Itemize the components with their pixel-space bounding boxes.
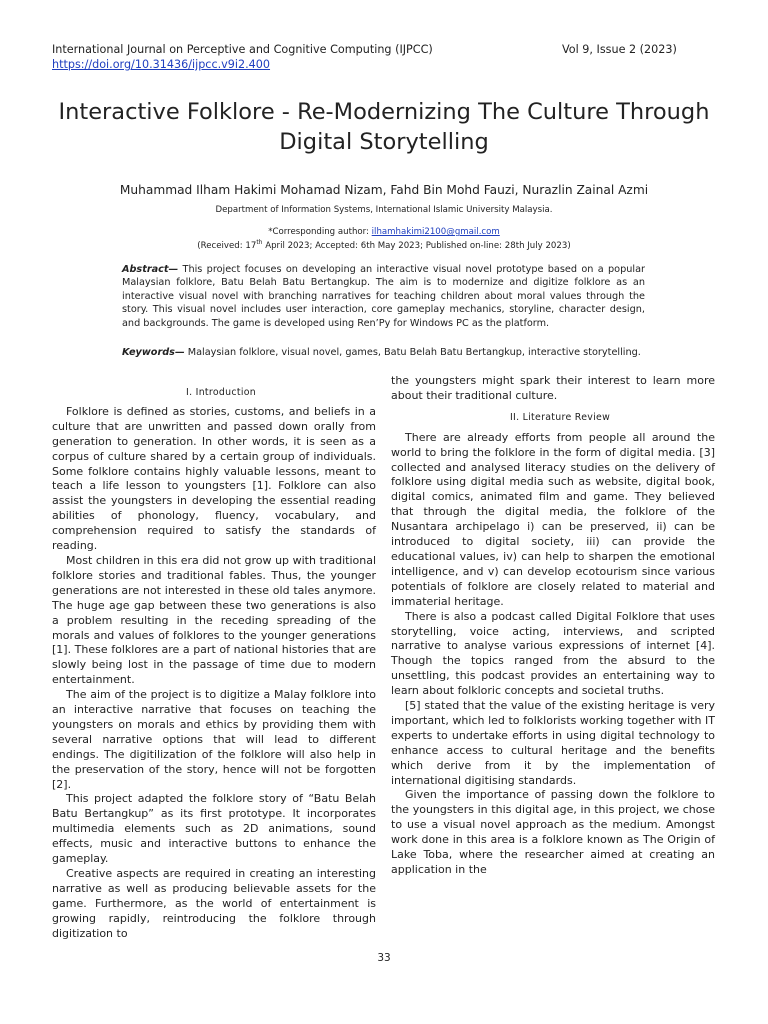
received-superscript: th <box>256 239 263 246</box>
abstract-label: Abstract— <box>122 264 179 275</box>
section-heading-introduction: I. Introduction <box>186 387 256 398</box>
paragraph: Most children in this era did not grow up with traditional folklore stories and traditional fables. Thus, the younger generations are not interested in these old tales anymore. The huge age gap between these two generations is also a problem resulting in the receding spreading of the morals and values of folklores to the younger generations [1]. These folklores are a part of national histories that are slowly being lost in the passage of time due to modern entertainment. <box>52 553 376 687</box>
received-prefix: (Received: 17 <box>197 240 257 251</box>
right-column <box>391 374 715 878</box>
dates-rest: April 2023; Accepted: 6th May 2023; Published on-line: 28th July 2023) <box>262 240 571 251</box>
paragraph: Creative aspects are required in creating an interesting narrative as well as producing believable assets for the game. Furthermore, as the world of entertainment is growing rapidly, reintroducing the folklore through digitization to <box>52 867 376 940</box>
keywords <box>122 347 662 358</box>
paper-title: Interactive Folklore - Re-Modernizing The Culture Through Digital Storytelling <box>58 99 710 155</box>
abstract-text: This project focuses on developing an interactive visual novel prototype based on a popular Malaysian folklore, Batu Belah Batu Bertangkup. The aim is to modernize and digitize folklore as an interactive visual novel with branching narratives for teaching children about moral values through the story. This visual novel includes user interaction, core gameplay mechanics, storyline, character design, and backgrounds. The game is developed using Ren’Py for Windows PC as the platform. <box>122 264 645 329</box>
corresponding-author <box>40 227 728 237</box>
affiliation: Department of Information Systems, International Islamic University Malaysia. <box>215 205 553 215</box>
journal-name: International Journal on Perceptive and Cognitive Computing (IJPCC) <box>52 43 433 56</box>
paragraph: There are already efforts from people all around the world to bring the folklore in the form of digital media. [3] collected and analysed literacy studies on the delivery of folklore using digital media such as website, digital book, digital comics, animated film and game. They believed that through the digital media, the folklore of the Nusantara archipelago i) can be preserved, ii) can be introduced to digital society, iii) can provide the educational values, iv) can help to sharpen the emotional intelligence, and v) can develop ecotourism since various potentials of folklore are closely related to material and immaterial heritage. <box>391 430 715 608</box>
section-heading-literature-review: II. Literature Review <box>509 411 611 423</box>
page-number: 33 <box>377 952 391 964</box>
paragraph-continuation: the youngsters might spark their interest to learn more about their traditional culture. <box>391 374 715 402</box>
paragraph: This project adapted the folklore story of “Batu Belah Batu Bertangkup” as its first prototype. It incorporates multimedia elements such as 2D animations, sound effects, music and interactive buttons to enhance the gameplay. <box>52 792 376 866</box>
keywords-text: Malaysian folklore, visual novel, games, Batu Belah Batu Bertangkup, interactive storytelling. <box>184 347 641 358</box>
paragraph: The aim of the project is to digitize a Malay folklore into an interactive narrative that focuses on teaching the youngsters on morals and ethics by providing them with several narrative options that will lead to different endings. The digitilization of the folklore will also help in the preservation of the story, hence will not be forgotten [2]. <box>52 688 376 791</box>
corresponding-label: *Corresponding author: <box>268 227 372 237</box>
author-list: Muhammad Ilham Hakimi Mohamad Nizam, Fahd Bin Mohd Fauzi, Nurazlin Zainal Azmi <box>119 183 649 197</box>
volume-issue: Vol 9, Issue 2 (2023) <box>562 43 677 56</box>
paragraph: Given the importance of passing down the folklore to the youngsters in this digital age, in this project, we chose to use a visual novel approach as the medium. Amongst work done in this area is a folklore known as The Origin of Lake Toba, where the researcher aimed at creating an application in the <box>391 788 715 876</box>
left-column <box>52 386 376 942</box>
keywords-label: Keywords— <box>122 347 185 358</box>
email-link[interactable]: ilhamhakimi2100@gmail.com <box>371 227 500 237</box>
paragraph: [5] stated that the value of the existing heritage is very important, which led to folklorists working together with IT experts to undertake efforts in using digital technology to enhance access to cultural heritage and the benefits which derive from it by the implementation of international digitising standards. <box>391 699 715 787</box>
publication-dates <box>40 239 728 251</box>
paragraph: There is also a podcast called Digital Folklore that uses storytelling, voice acting, interviews, and scripted narrative to analyse various expressions of internet [4]. Though the topics ranged from the absurd to the unsettling, this podcast provides an entertaining way to learn about folkloric concepts and societal truths. <box>391 609 715 698</box>
paragraph: Folklore is defined as stories, customs, and beliefs in a culture that are unwritten and passed down orally from generation to generation. In other words, it is seen as a corpus of culture shared by a certain group of individuals. Some folklore contains highly valuable lessons, meant to teach a life lesson to youngsters [1]. Folklore can also assist the youngsters in developing the essential reading abilities of phonology, fluency, vocabulary, and comprehension required to satisfy the standards of reading. <box>52 404 376 553</box>
abstract <box>122 263 645 330</box>
doi-link[interactable]: https://doi.org/10.31436/ijpcc.v9i2.400 <box>52 58 271 71</box>
